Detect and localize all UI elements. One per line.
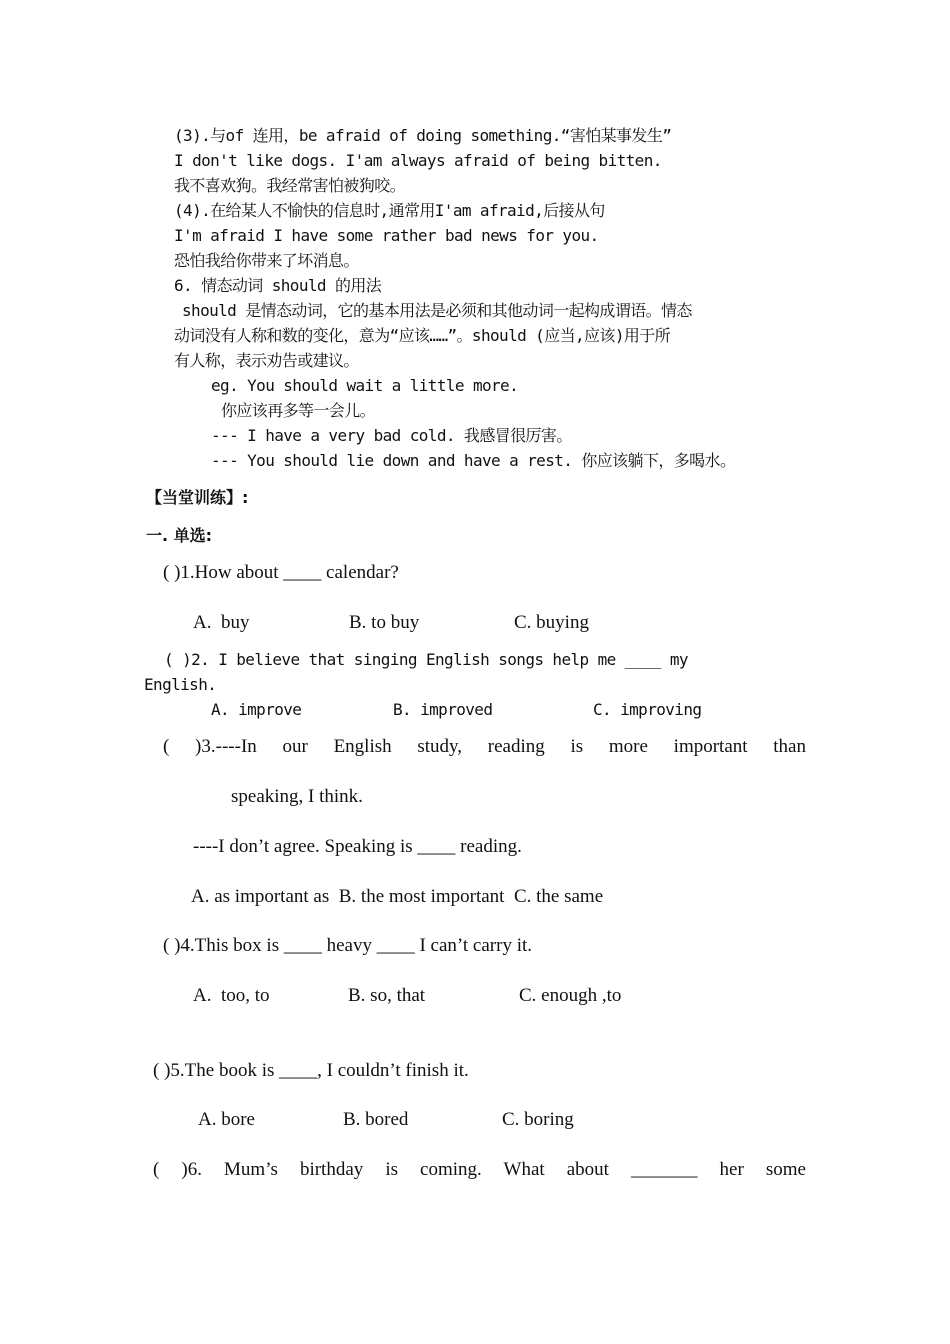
- question-3-options: A. as important as B. the most important C. the same: [191, 886, 604, 907]
- note-translation-bad-news: 恐怕我给你带来了坏消息。: [174, 251, 359, 270]
- note-dialog-cold: --- I have a very bad cold. 我感冒很厉害。: [211, 426, 572, 445]
- practice-heading: 【当堂训练】:: [146, 488, 249, 507]
- note-translation-dogs: 我不喜欢狗。我经常害怕被狗咬。: [174, 176, 406, 195]
- note-should-para-2: 动词没有人称和数的变化，意为“应该……”。should (应当,应该)用于所: [174, 326, 671, 345]
- question-2-option-c: C. improving: [593, 700, 702, 719]
- question-5-option-b: B. bored: [343, 1109, 409, 1130]
- question-1-option-b: B. to buy: [349, 612, 420, 633]
- note-dialog-rest: --- You should lie down and have a rest. 你应该躺下，多喝水。: [211, 451, 736, 470]
- note-example-bad-news: I'm afraid I have some rather bad news for you.: [174, 226, 599, 245]
- question-4-stem: ( )4.This box is ____ heavy ____ I can’t carry it.: [163, 935, 533, 956]
- question-4-option-b: B. so, that: [348, 985, 426, 1006]
- question-3-reply: ----I don’t agree. Speaking is ____ reading.: [193, 836, 522, 857]
- question-1-option-a: A. buy: [193, 612, 250, 633]
- question-2-stem: ( )2. I believe that singing English songs help me ____ my: [164, 650, 688, 669]
- question-5-stem: ( )5.The book is ____, I couldn’t finish it.: [153, 1060, 469, 1081]
- question-2-stem-continued: English.: [144, 675, 217, 694]
- note-example-wait: eg. You should wait a little more.: [211, 376, 519, 395]
- question-1-option-c: C. buying: [514, 612, 589, 633]
- note-should-para-1: should 是情态动词，它的基本用法是必须和其他动词一起构成谓语。情态: [182, 301, 692, 320]
- practice-subheading-single-choice: 一. 单选:: [146, 526, 213, 545]
- note-translation-wait: 你应该再多等一会儿。: [221, 401, 376, 420]
- note-heading-should: 6. 情态动词 should 的用法: [174, 276, 382, 295]
- question-5-option-a: A. bore: [198, 1109, 255, 1130]
- question-1-stem: ( )1.How about ____ calendar?: [163, 562, 399, 583]
- question-4-option-c: C. enough ,to: [519, 985, 622, 1006]
- question-6-stem: ( )6. Mum’s birthday is coming. What about _______ her some: [153, 1159, 806, 1180]
- note-line-3-afraid-of: (3).与of 连用，be afraid of doing something.“害怕某事发生”: [174, 126, 672, 145]
- note-should-para-3: 有人称，表示劝告或建议。: [174, 351, 359, 370]
- question-5-option-c: C. boring: [502, 1109, 574, 1130]
- question-3-stem: ( )3.----In our English study, reading is more important than: [163, 736, 806, 757]
- question-2-option-a: A. improve: [211, 700, 302, 719]
- question-2-option-b: B. improved: [393, 700, 493, 719]
- note-line-4-afraid-clause: (4).在给某人不愉快的信息时,通常用I'am afraid,后接从句: [174, 201, 605, 220]
- question-3-stem-continued: speaking, I think.: [231, 786, 363, 807]
- note-example-dogs: I don't like dogs. I'am always afraid of being bitten.: [174, 151, 662, 170]
- question-4-option-a: A. too, to: [193, 985, 270, 1006]
